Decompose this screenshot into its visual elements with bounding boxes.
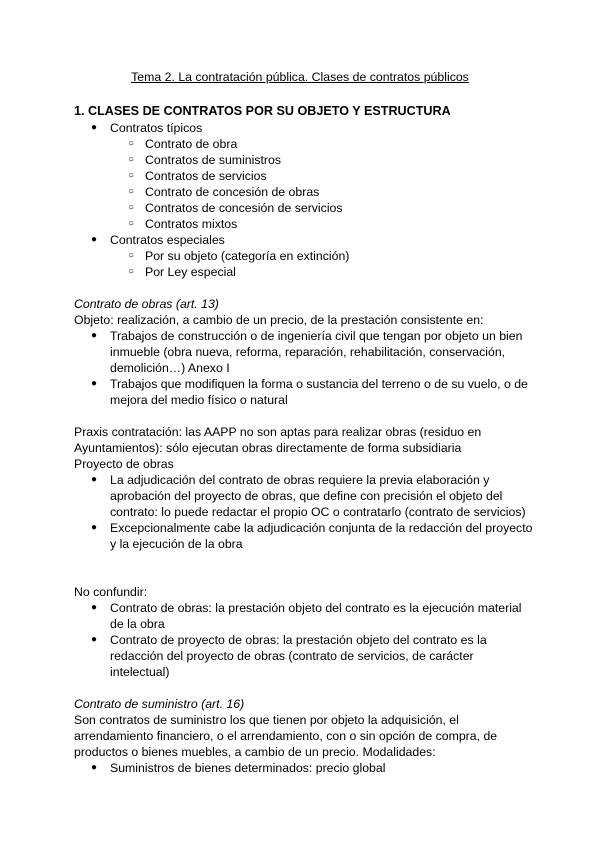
list-item-label: Por Ley especial — [145, 265, 236, 279]
bullet-icon: ● — [91, 522, 98, 533]
document-title: Tema 2. La contratación pública. Clases de contratos públicos — [131, 70, 469, 84]
list-item-label: Contrato de concesión de obras — [145, 185, 320, 199]
praxis-paragraph: Praxis contratación: las AAPP no son aptas para realizar obras (residuo en Ayuntamientos): sólo ejecutan obras directamente de forma subsidiaria — [74, 425, 482, 455]
proyecto-list — [74, 472, 534, 552]
list-item-label: Contratos de concesión de servicios — [145, 201, 343, 215]
list-item — [74, 472, 534, 520]
bullet-icon: ● — [91, 762, 98, 773]
list-item — [74, 376, 534, 408]
document-body — [74, 120, 534, 776]
list-item-label: Trabajos que modifiquen la forma o sustancia del terreno o de su vuelo, o de mejora del medio físico o natural — [110, 377, 528, 407]
list-item — [74, 328, 534, 376]
list-item-label: La adjudicación del contrato de obras requiere la previa elaboración y aprobación del proyecto de obras, que define con precisión el objeto del contrato: lo puede redactar el propio OC o contratarlo (contrato de servicios) — [110, 473, 526, 519]
list-item — [74, 248, 534, 264]
obras-list — [74, 328, 534, 408]
clases-list — [74, 120, 534, 280]
list-item — [74, 600, 534, 632]
no-confundir-label: No confundir: — [74, 585, 148, 599]
list-item-label: Trabajos de construcción o de ingeniería civil que tengan por objeto un bien inmueble (obra nueva, reforma, reparación, rehabilitación, conservación, demolición…) Anexo I — [110, 329, 523, 375]
no-confundir-list — [74, 600, 534, 680]
list-item-label: Contratos especiales — [110, 233, 225, 247]
circle-bullet-icon: ○ — [128, 202, 135, 213]
list-item-label: Por su objeto (categoría en extinción) — [145, 249, 350, 263]
suministro-heading: Contrato de suministro (art. 16) — [74, 697, 245, 711]
obras-heading: Contrato de obras (art. 13) — [74, 297, 219, 311]
proyecto-heading: Proyecto de obras — [74, 457, 174, 471]
circle-bullet-icon: ○ — [128, 266, 135, 277]
bullet-icon: ● — [91, 602, 98, 613]
circle-bullet-icon: ○ — [128, 170, 135, 181]
list-item-label: Contrato de obras: la prestación objeto del contrato es la ejecución material de la obra — [110, 601, 522, 631]
bullet-icon: ● — [91, 234, 98, 245]
list-item-label: Excepcionalmente cabe la adjudicación conjunta de la redacción del proyecto y la ejecución de la obra — [110, 521, 533, 551]
list-item — [74, 120, 534, 136]
bullet-icon: ● — [91, 330, 98, 341]
circle-bullet-icon: ○ — [128, 250, 135, 261]
list-item — [74, 200, 534, 216]
list-item — [74, 168, 534, 184]
list-item-label: Contrato de proyecto de obras: la prestación objeto del contrato es la redacción del proyecto de obras (contrato de servicios, de carácter intelectual) — [110, 633, 487, 679]
list-item-label: Suministros de bienes determinados: precio global — [110, 761, 386, 775]
list-item-label: Contratos de servicios — [145, 169, 267, 183]
list-item — [74, 760, 534, 776]
bullet-icon: ● — [91, 474, 98, 485]
list-item — [74, 264, 534, 280]
list-item-label: Contratos de suministros — [145, 153, 282, 167]
suministro-paragraph: Son contratos de suministro los que tienen por objeto la adquisición, el arrendamiento financiero, o el arrendamiento, con o sin opción de compra, de productos o bienes muebles, a cambio de un precio. Modalidades: — [74, 713, 498, 759]
section-heading: 1. CLASES DE CONTRATOS POR SU OBJETO Y ESTRUCTURA — [74, 104, 451, 118]
circle-bullet-icon: ○ — [128, 154, 135, 165]
list-item-label: Contratos típicos — [110, 121, 203, 135]
list-item-label: Contrato de obra — [145, 137, 238, 151]
list-item-label: Contratos mixtos — [145, 217, 238, 231]
circle-bullet-icon: ○ — [128, 138, 135, 149]
list-item — [74, 632, 534, 680]
list-item — [74, 152, 534, 168]
list-item — [74, 136, 534, 152]
bullet-icon: ● — [91, 634, 98, 645]
list-item — [74, 216, 534, 232]
suministro-list — [74, 760, 534, 776]
circle-bullet-icon: ○ — [128, 186, 135, 197]
list-item — [74, 232, 534, 248]
bullet-icon: ● — [91, 122, 98, 133]
list-item — [74, 520, 534, 552]
obras-objeto: Objeto: realización, a cambio de un precio, de la prestación consistente en: — [74, 313, 484, 327]
bullet-icon: ● — [91, 378, 98, 389]
circle-bullet-icon: ○ — [128, 218, 135, 229]
list-item — [74, 184, 534, 200]
